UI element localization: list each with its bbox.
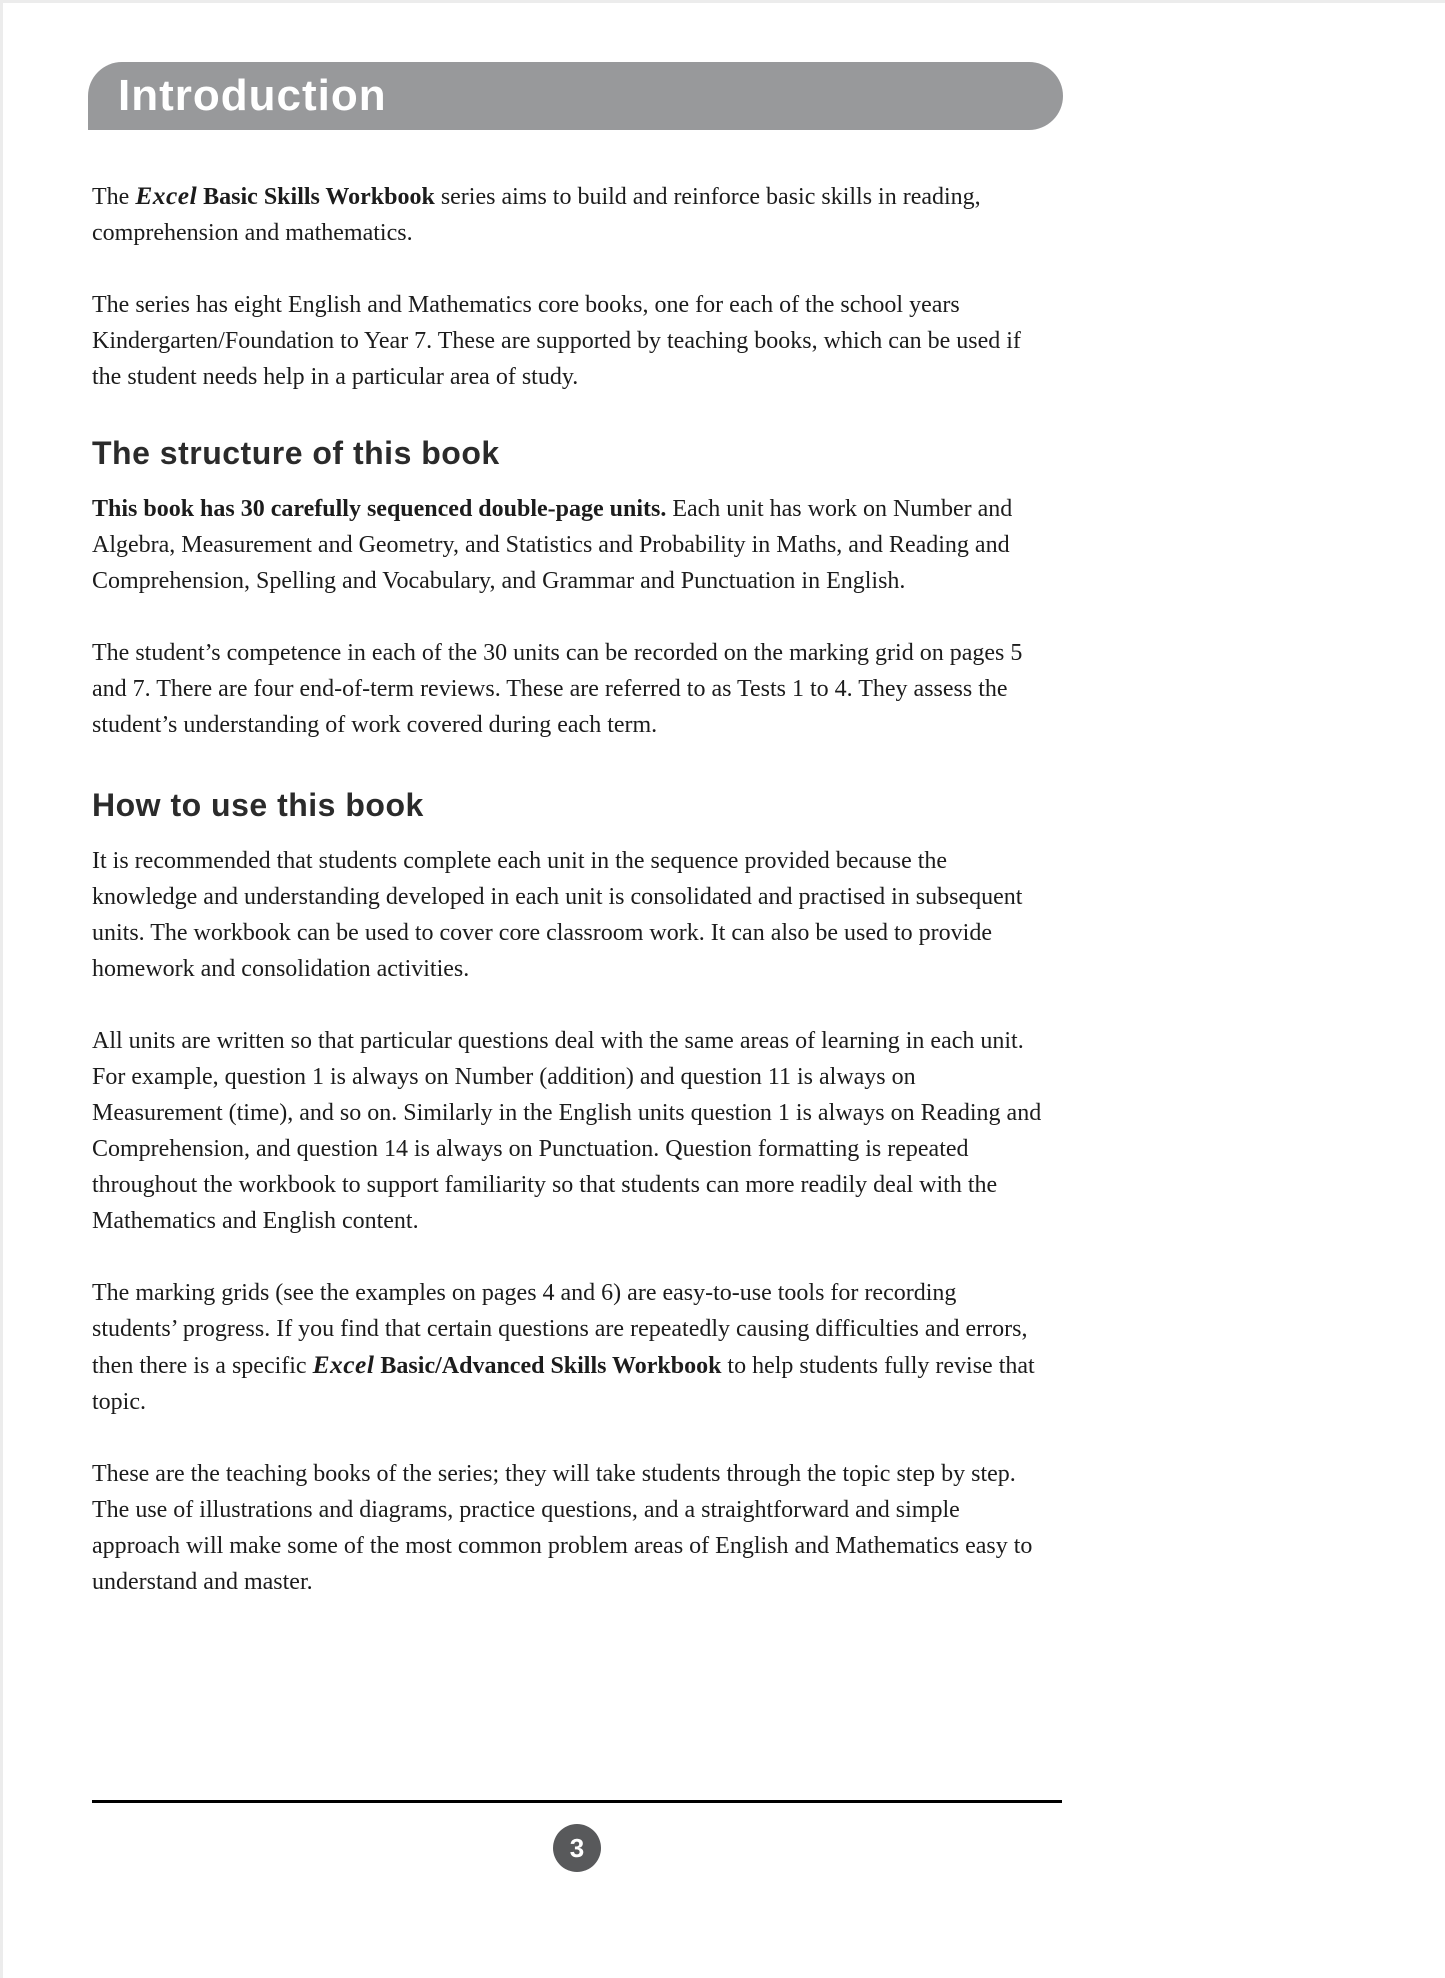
paragraph-teaching-books [92,1456,1044,1600]
excel-brand-text: Excel [135,181,198,210]
heading-structure: The structure of this book [92,435,500,471]
page-content [92,178,1044,1636]
paragraph-marking-grids-tools [92,1275,1044,1420]
text-run: The student’s competence in each of the 30 units can be recorded on the marking grid on pages 5 and 7. There are four end-of-term reviews. These are referred to as Tests 1 to 4. They assess the student’s understanding of work covered during each term. [92,640,1023,738]
text-run: The series has eight English and Mathematics core books, one for each of the school years Kindergarten/Foundation to Year 7. These are supported by teaching books, which can be used if the student needs help in a particular area of study. [92,292,1021,390]
text-run: These are the teaching books of the series; they will take students through the topic step by step. The use of illustrations and diagrams, practice questions, and a straightforward and simple approach will make some of the most common problem areas of English and Mathematics easy to understand and master. [92,1461,1033,1595]
text-run: Each unit has work on Number and Algebra, Measurement and Geometry, and Statistics and Probability in Maths, and Reading and Comprehension, Spelling and Vocabulary, and Grammar and Punctuation in English. [92,496,1013,594]
text-run: The marking grids (see the examples on pages 4 and 6) are easy-to-use tools for recording students’ progress. If you find that certain questions are repeatedly causing difficulties and errors, then there is a specific [92,1280,1028,1379]
paragraph-recommended-sequence [92,843,1044,987]
text-run: All units are written so that particular questions deal with the same areas of learning in each unit. For example, question 1 is always on Number (addition) and question 11 is always on Measurement (time), and so on. Similarly in the English units question 1 is always on Reading and Comprehension, and question 14 is always on Punctuation. Question formatting is repeated throughout the workbook to support familiarity so that students can more readily deal with the Mathematics and English content. [92,1028,1042,1234]
text-run: series aims to build and reinforce basic skills in reading, comprehension and mathematics. [92,184,981,246]
text-run: It is recommended that students complete each unit in the sequence provided because the knowledge and understanding developed in each unit is consolidated and practised in subsequent units. The workbook can be used to cover core classroom work. It can also be used to provide homework and consolidation activities. [92,848,1023,982]
paragraph-series-overview [92,287,1044,395]
chapter-header-bar [88,62,1063,130]
bold-text-run: This book has 30 carefully sequenced double-page units. [92,496,667,522]
bold-text-run: Basic/Advanced Skills Workbook [374,1353,722,1379]
heading-how-to-use: How to use this book [92,787,424,823]
page-number-badge [553,1824,601,1872]
text-run: The [92,184,136,210]
text-run: to help students fully revise that topic. [92,1353,1035,1415]
page-number: 3 [569,1832,585,1863]
bold-text-run: Basic Skills Workbook [197,184,435,210]
paragraph-question-structure [92,1023,1044,1239]
paragraph-marking-grid [92,635,1044,743]
paragraph-units-overview [92,491,1044,599]
excel-brand-text: Excel [312,1350,375,1379]
footer-divider [92,1800,1062,1803]
page-title: Introduction [118,71,387,120]
paragraph-series-aim [92,178,1044,251]
